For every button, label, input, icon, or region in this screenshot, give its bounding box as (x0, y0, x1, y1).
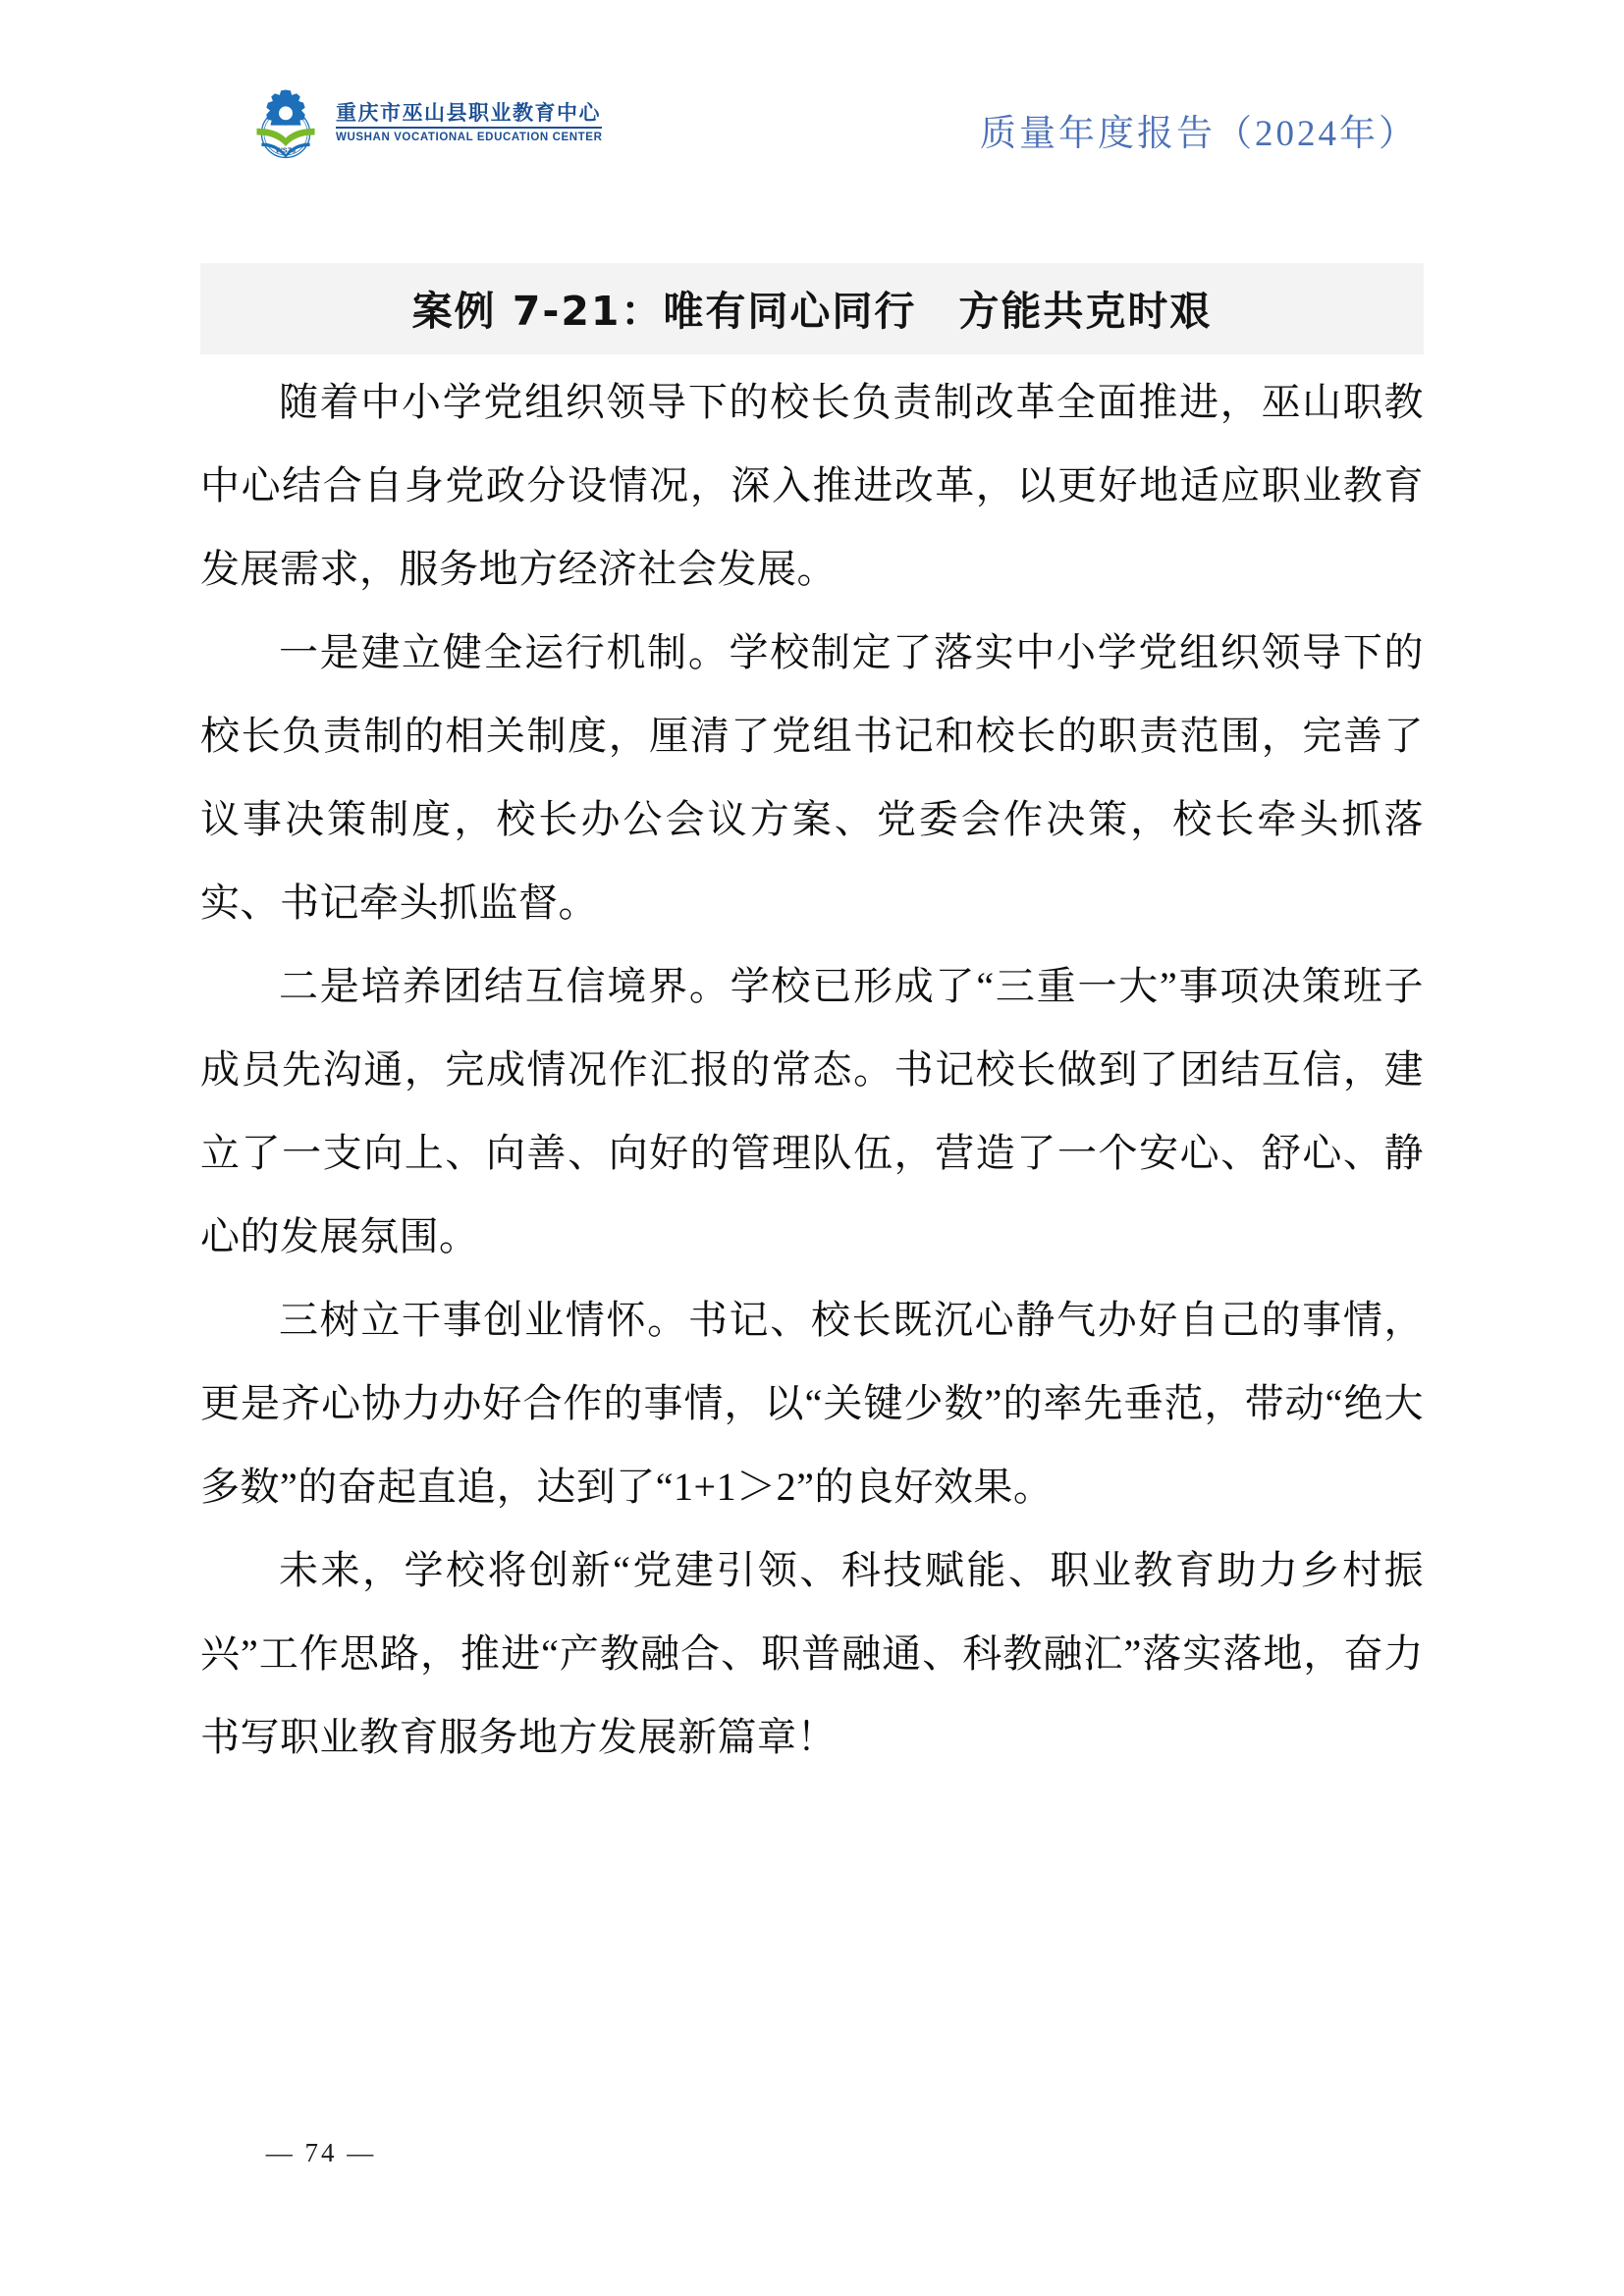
case-title: 案例 7-21：唯有同心同行 方能共克时艰 (200, 263, 1424, 354)
body-paragraph: 随着中小学党组织领导下的校长负责制改革全面推进，巫山职教中心结合自身党政分设情况，深入推进改革，以更好地适应职业教育发展需求，服务地方经济社会发展。 (200, 380, 1424, 591)
gear-book-emblem-icon (245, 83, 326, 164)
report-header-title: 质量年度报告（2024年） (980, 114, 1418, 154)
page-header (0, 0, 1624, 226)
body-paragraph: 二是培养团结互信境界。学校已形成了“三重一大”事项决策班子成员先沟通，完成情况作汇报的常态。书记校长做到了团结互信，建立了一支向上、向善、向好的管理队伍，营造了一个安心、舒心、静心的发展氛围。 (200, 964, 1424, 1258)
svg-text:WSZJ: WSZJ (275, 145, 297, 155)
document-body (200, 263, 1424, 1779)
logo-name-en: WUSHAN VOCATIONAL EDUCATION CENTER (336, 132, 603, 144)
page-footer (0, 2138, 1624, 2168)
logo-wordmark (336, 103, 602, 144)
body-paragraph: 一是建立健全运行机制。学校制定了落实中小学党组织领导下的校长负责制的相关制度，厘清了党组书记和校长的职责范围，完善了议事决策制度，校长办公会议方案、党委会作决策，校长牵头抓落实、书记牵头抓监督。 (200, 630, 1424, 925)
body-paragraph: 三树立干事创业情怀。书记、校长既沉心静气办好自己的事情，更是齐心协力办好合作的事情，以“关键少数”的率先垂范，带动“绝大多数”的奋起直追，达到了“1+1＞2”的良好效果。 (200, 1298, 1424, 1509)
body-paragraph: 未来，学校将创新“党建引领、科技赋能、职业教育助力乡村振兴”工作思路，推进“产教融合、职普融通、科教融汇”落实落地，奋力书写职业教育服务地方发展新篇章！ (200, 1548, 1424, 1759)
school-logo (245, 83, 602, 164)
logo-name-cn: 重庆市巫山县职业教育中心 (336, 103, 602, 129)
page-number: — 74 — (265, 2138, 377, 2167)
